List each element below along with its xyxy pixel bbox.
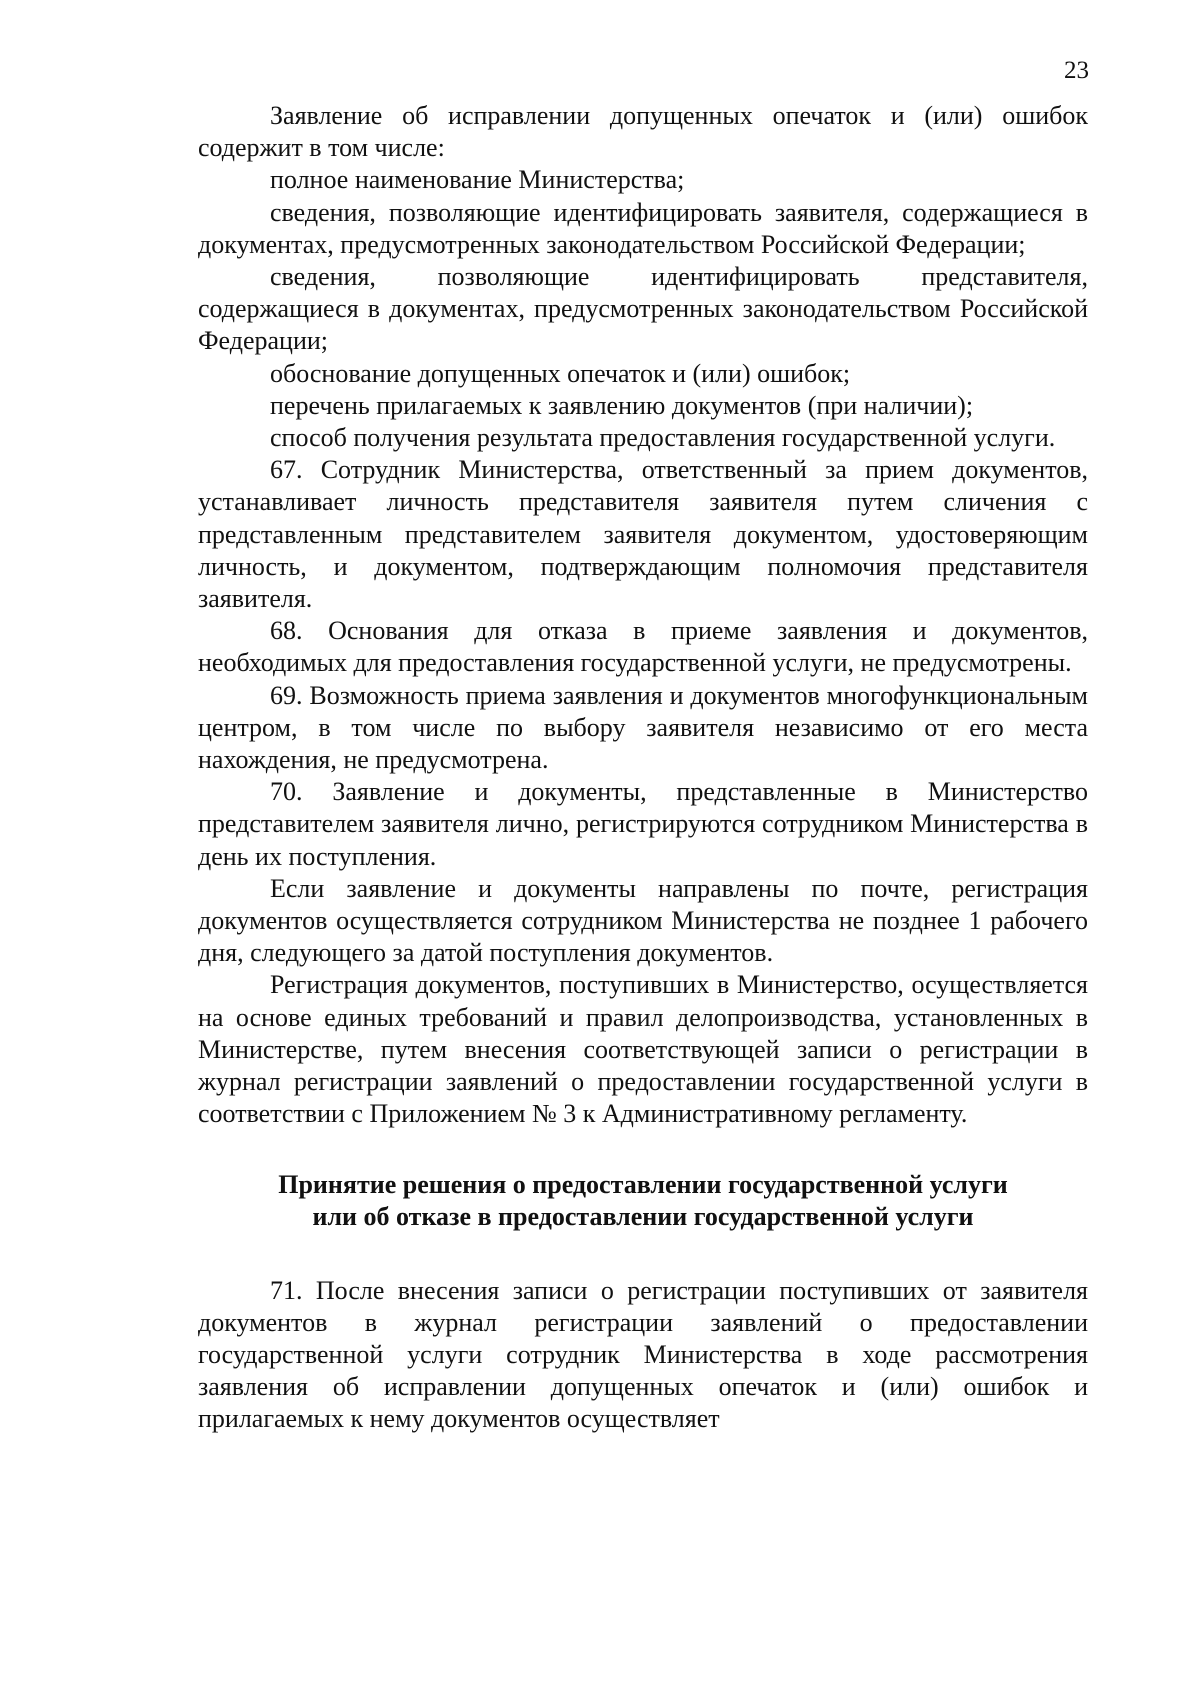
section-heading	[198, 1169, 1088, 1233]
list-item-applicant-info: сведения, позволяющие идентифицировать заявителя, содержащиеся в документах, предусмотренных законодательством Российской Федерации;	[198, 197, 1088, 259]
list-item-result-method: способ получения результата предоставления государственной услуги.	[270, 423, 1056, 453]
paragraph-70-mail: Если заявление и документы направлены по почте, регистрация документов осуществляется сотрудником Министерства не позднее 1 рабочего дня, следующего за датой поступления документов.	[198, 873, 1088, 968]
section-heading-line-2: или об отказе в предоставлении государственной услуги	[312, 1201, 974, 1231]
paragraph-70-registration: Регистрация документов, поступивших в Министерство, осуществляется на основе единых требований и правил делопроизводства, установленных в Министерстве, путем внесения соответствующей записи о регистрации в журнал регистрации заявлений о предоставлении государственной услуги в соответствии с Приложением № 3 к Административному регламенту.	[198, 970, 1088, 1129]
section-heading-line-1: Принятие решения о предоставлении государственной услуги	[278, 1169, 1008, 1199]
page-number: 23	[1064, 57, 1089, 84]
paragraph-70: 70. Заявление и документы, представленные в Министерство представителем заявителя лично, регистрируются сотрудником Министерства в день их поступления.	[198, 777, 1088, 871]
document-body	[198, 100, 1088, 1436]
list-item-attachments: перечень прилагаемых к заявлению документов (при наличии);	[270, 390, 974, 420]
list-item-representative-info: сведения, позволяющие идентифицировать представителя, содержащиеся в документах, предусмотренных законодательством Российской Федерации;	[198, 262, 1088, 356]
paragraph-71: 71. После внесения записи о регистрации поступивших от заявителя документов в журнал регистрации заявлений о предоставлении государственной услуги сотрудник Министерства в ходе рассмотрения заявления об исправлении допущенных опечаток и (или) ошибок и прилагаемых к нему документов осуществляет	[198, 1275, 1088, 1434]
paragraph-67: 67. Сотрудник Министерства, ответственный за прием документов, устанавливает личность представителя заявителя путем сличения с представленным представителем заявителя документом, удостоверяющим личность, и документом, подтверждающим полномочия представителя заявителя.	[198, 455, 1088, 614]
list-item-ministry-name: полное наименование Министерства;	[270, 165, 685, 195]
list-item-justification: обоснование допущенных опечаток и (или) ошибок;	[270, 358, 851, 388]
paragraph-68: 68. Основания для отказа в приеме заявления и документов, необходимых для предоставления государственной услуги, не предусмотрены.	[198, 616, 1088, 678]
paragraph-69: 69. Возможность приема заявления и документов многофункциональным центром, в том числе по выбору заявителя независимо от его места нахождения, не предусмотрена.	[198, 680, 1088, 775]
paragraph-intro: Заявление об исправлении допущенных опечаток и (или) ошибок содержит в том числе:	[198, 101, 1088, 163]
